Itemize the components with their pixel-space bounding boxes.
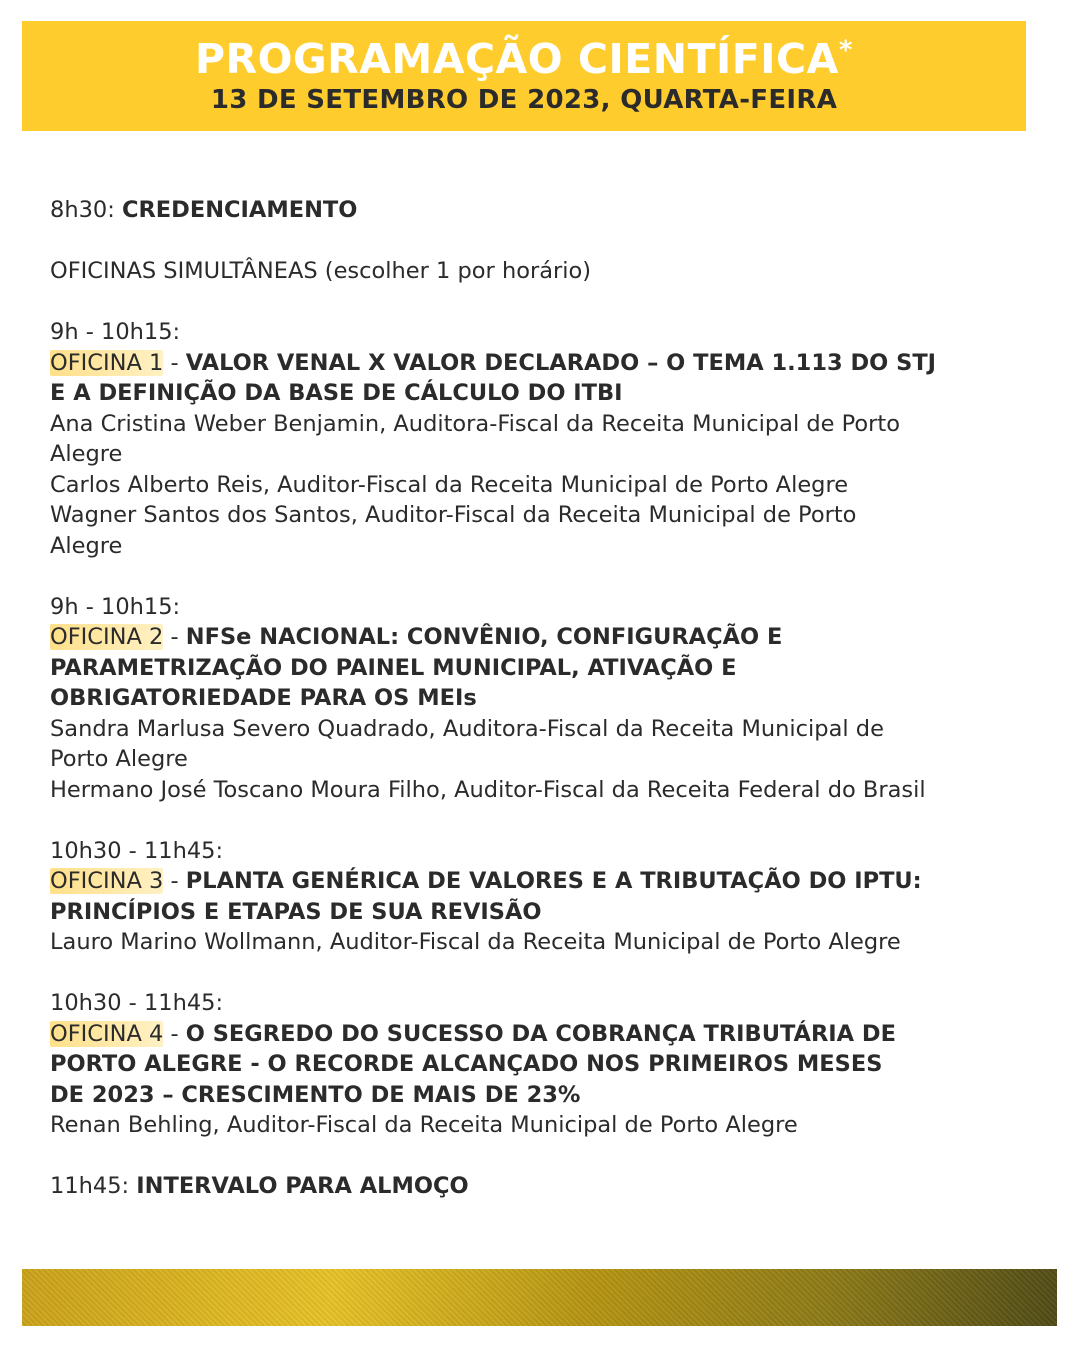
workshop-title-text: PLANTA GENÉRICA DE VALORES E A TRIBUTAÇÃO DO IPTU: <box>185 868 922 894</box>
workshop-title-text: E A DEFINIÇÃO DA BASE DE CÁLCULO DO ITBI <box>50 380 623 406</box>
almoco-line <box>50 1171 1035 1202</box>
workshop-label: OFICINA 4 <box>50 1020 164 1047</box>
speaker-line: Alegre <box>50 532 123 559</box>
workshop-title-line <box>50 1049 1035 1080</box>
workshop-title-text: DE 2023 – CRESCIMENTO DE MAIS DE 23% <box>50 1081 581 1108</box>
workshop-title-text: VALOR VENAL X VALOR DECLARADO – O TEMA 1.113 DO STJ <box>185 349 937 376</box>
workshop-title-line <box>50 1019 1035 1050</box>
workshop-title-line <box>50 622 1035 653</box>
speaker-line: Carlos Alberto Reis, Auditor-Fiscal da Receita Municipal de Porto Alegre <box>50 471 849 498</box>
workshop-separator: - <box>163 349 186 376</box>
workshop-label: OFICINA 2 <box>50 624 164 650</box>
workshop-time: 9h - 10h15: <box>50 319 181 345</box>
workshop-block <box>50 988 1035 1171</box>
speaker-line: Hermano José Toscano Moura Filho, Auditor-Fiscal da Receita Federal do Brasil <box>50 776 926 803</box>
workshop-title-line <box>50 866 1035 897</box>
speaker-line: Alegre <box>50 441 123 467</box>
workshop-title-text: NFSe NACIONAL: CONVÊNIO, CONFIGURAÇÃO E <box>185 624 783 650</box>
workshop-title-line <box>50 1080 1035 1111</box>
header-banner <box>22 21 1026 131</box>
workshop-time: 10h30 - 11h45: <box>50 990 224 1016</box>
workshop-title-line <box>50 348 1035 379</box>
credenciamento-line <box>50 195 1035 226</box>
workshop-block <box>50 317 1035 592</box>
oficinas-note: OFICINAS SIMULTÂNEAS (escolher 1 por horário) <box>50 258 592 284</box>
workshop-label: OFICINA 3 <box>50 868 164 894</box>
speaker-line: Sandra Marlusa Severo Quadrado, Auditora-Fiscal da Receita Municipal de <box>50 715 884 742</box>
workshop-time: 9h - 10h15: <box>50 593 181 620</box>
workshop-time: 10h30 - 11h45: <box>50 837 224 864</box>
credenciamento-time: 8h30: <box>50 197 122 223</box>
workshop-separator: - <box>163 1020 186 1047</box>
almoco-title: INTERVALO PARA ALMOÇO <box>136 1173 469 1199</box>
workshop-block <box>50 592 1035 836</box>
workshop-title-line <box>50 653 1035 684</box>
workshop-title-text: PRINCÍPIOS E ETAPAS DE SUA REVISÃO <box>50 898 542 925</box>
workshop-title-line <box>50 897 1035 928</box>
workshop-title-line <box>50 683 1035 714</box>
almoco-time: 11h45: <box>50 1173 137 1199</box>
workshop-list <box>50 317 1035 1171</box>
workshop-title-line <box>50 378 1035 409</box>
speaker-line: Ana Cristina Weber Benjamin, Auditora-Fiscal da Receita Municipal de Porto <box>50 410 901 437</box>
speaker-line: Renan Behling, Auditor-Fiscal da Receita Municipal de Porto Alegre <box>50 1112 798 1138</box>
speaker-line: Wagner Santos dos Santos, Auditor-Fiscal da Receita Municipal de Porto <box>50 502 857 528</box>
footer-gold-band <box>22 1269 1057 1326</box>
workshop-block <box>50 836 1035 989</box>
asterisk-mark: * <box>838 35 853 66</box>
page-title <box>22 35 1026 83</box>
credenciamento-title: CREDENCIAMENTO <box>121 197 358 223</box>
schedule-content <box>50 195 1035 1202</box>
speaker-line: Porto Alegre <box>50 746 188 772</box>
workshop-separator: - <box>163 624 186 650</box>
workshop-title-text: PARAMETRIZAÇÃO DO PAINEL MUNICIPAL, ATIVAÇÃO E <box>50 654 737 681</box>
page-subtitle: 13 DE SETEMBRO DE 2023, QUARTA-FEIRA <box>210 85 838 115</box>
speaker-line: Lauro Marino Wollmann, Auditor-Fiscal da Receita Municipal de Porto Alegre <box>50 929 901 955</box>
workshop-label: OFICINA 1 <box>50 349 164 376</box>
workshop-title-text: PORTO ALEGRE - O RECORDE ALCANÇADO NOS PRIMEIROS MESES <box>50 1051 883 1077</box>
workshop-title-text: O SEGREDO DO SUCESSO DA COBRANÇA TRIBUTÁRIA DE <box>185 1020 896 1047</box>
workshop-title-text: OBRIGATORIEDADE PARA OS MEIs <box>50 685 477 711</box>
workshop-separator: - <box>163 868 186 894</box>
page-title-text: PROGRAMAÇÃO CIENTÍFICA <box>195 35 839 83</box>
